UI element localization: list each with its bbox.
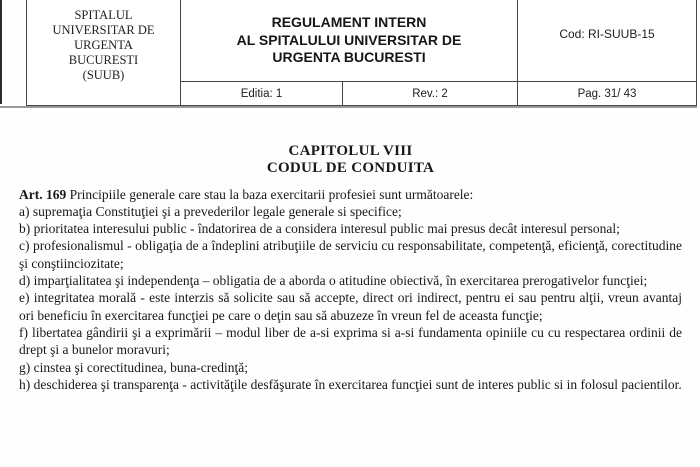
article-item-b: b) prioritatea interesului public - îndatorirea de a considera interesul public mai presus decât interesul personal; (19, 221, 620, 237)
article-item-f: f) libertatea gândirii şi a exprimării – modul liber de a-si exprima si a-si fundamenta opiniile cu cu respectarea ordinii de drept şi a bunelor moravuri; (19, 324, 682, 358)
document-header-table (26, 0, 697, 106)
document-body (19, 143, 682, 393)
revision-cell: Rev.: 2 (343, 82, 518, 105)
page-number-cell: Pag. 31/ 43 (577, 87, 637, 100)
article-item-c: c) profesionalismul - obligaţia de a îndeplini atribuţiile de serviciu cu responsabilitate, competenţă, eficienţă, corectitudine şi conştiinciozitate; (19, 238, 682, 271)
article-intro-paragraph (19, 186, 682, 203)
article-item-g: g) cinstea şi corectitudinea, buna-credinţă; (19, 359, 249, 375)
edition-cell: Editia: 1 (181, 82, 343, 105)
scan-shadow-artifact (0, 106, 697, 108)
scan-edge-artifact (0, 0, 2, 104)
hospital-name-line: (SUUB) (82, 68, 125, 82)
chapter-subtitle: CODUL DE CONDUITA (266, 160, 435, 177)
document-code-cell: Cod: RI-SUUB-15 (559, 27, 655, 41)
hospital-name-line: BUCURESTI (68, 53, 139, 67)
hospital-name-line: URGENTA (74, 38, 133, 52)
header-bottom-row (181, 81, 696, 105)
chapter-title: CAPITOLUL VIII (288, 143, 413, 159)
article-item-a: a) supremaţia Constituţiei şi a prevederilor legale generale si specifice; (19, 203, 402, 219)
hospital-name-line: UNIVERSITAR DE (52, 23, 155, 37)
header-top-row (181, 0, 696, 81)
article-number-label: Art. 169 (19, 186, 67, 202)
article-item-e: e) integritatea morală - este interzis să solicite sau să accepte, direct ori indirect, pentru ei sau pentru alţii, vreun avantaj ori beneficiu în exercitarea funcţiei pe care o deţin sau să abuzeze în vreun fel de aceasta funcţie; (19, 290, 682, 323)
regulation-title-line: URGENTA BUCURESTI (272, 49, 426, 65)
article-item-d: d) imparţialitatea şi independenţa – obligatia de a aborda o atitudine obiectivă, în exercitarea prerogativelor funcţiei; (19, 273, 648, 289)
article-intro-text: Principiile generale care stau la baza exercitarii profesiei sunt următoarele: (69, 186, 474, 202)
hospital-name-cell (27, 0, 181, 105)
regulation-title-cell (181, 0, 518, 81)
regulation-title-line: AL SPITALULUI UNIVERSITAR DE (236, 31, 462, 48)
regulation-title-line: REGULAMENT INTERN (271, 14, 427, 30)
hospital-name-line: SPITALUL (74, 8, 133, 22)
header-right-section (181, 0, 696, 105)
article-item-h: h) deschiderea şi transparenţa - activităţile desfăşurate în exercitarea funcţiei sunt de interes public si in folosul pacientilor. (19, 376, 682, 392)
